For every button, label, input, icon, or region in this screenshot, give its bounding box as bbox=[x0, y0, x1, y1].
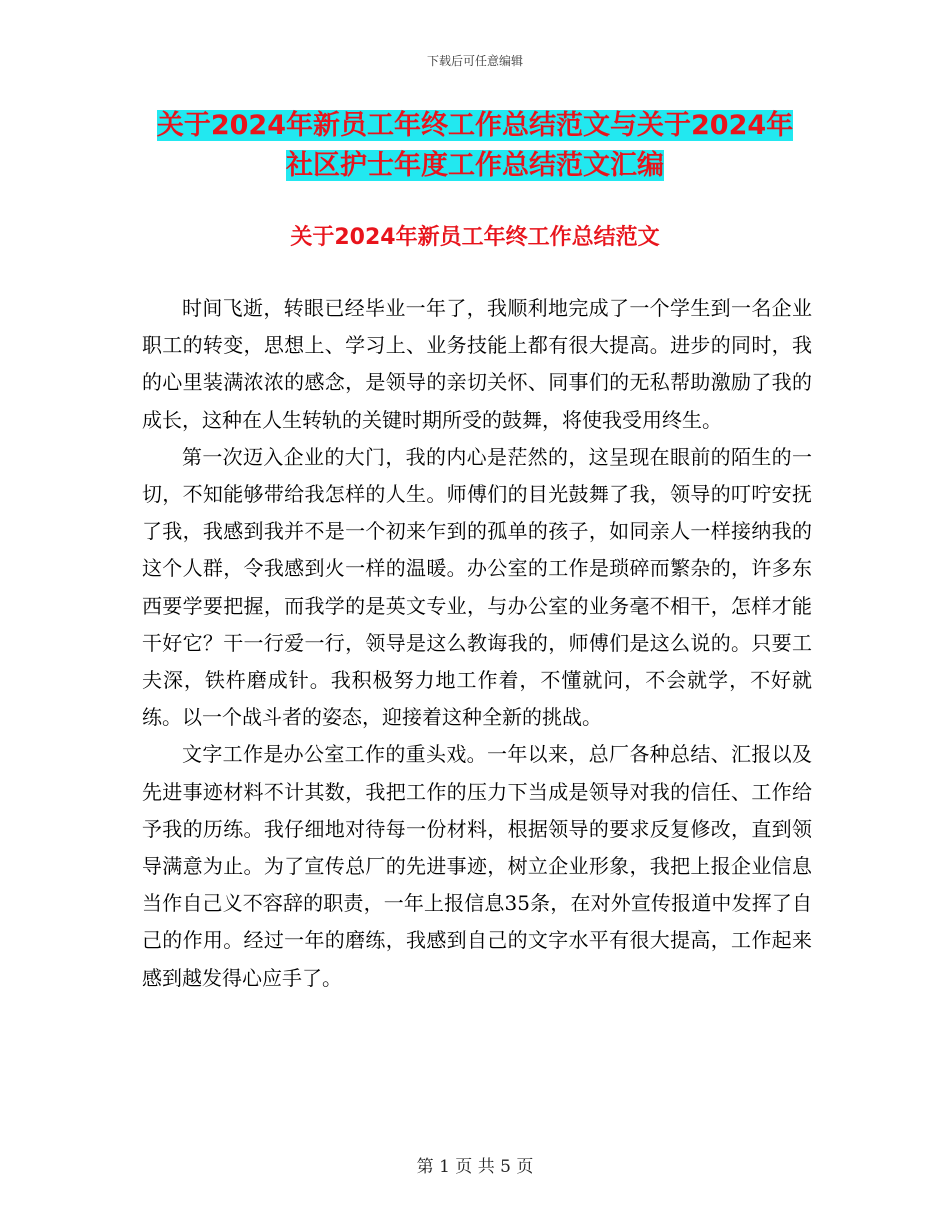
paragraph: 第一次迈入企业的大门，我的内心是茫然的，这呈现在眼前的陌生的一切，不知能够带给我怎样的人生。师傅们的目光鼓舞了我，领导的叮咛安抚了我，我感到我并不是一个初来乍到的孤单的孩子，如同亲人一样接纳我的这个人群，令我感到火一样的温暖。办公室的工作是琐碎而繁杂的，许多东西要学要把握，而我学的是英文专业，与办公室的业务毫不相干，怎样才能干好它？干一行爱一行，领导是这么教诲我的，师傅们是这么说的。只要工夫深，铁杵磨成针。我积极努力地工作着，不懂就问，不会就学，不好就练。以一个战斗者的姿态，迎接着这种全新的挑战。 bbox=[142, 444, 812, 730]
paragraph: 文字工作是办公室工作的重头戏。一年以来，总厂各种总结、汇报以及先进事迹材料不计其数，我把工作的压力下当成是领导对我的信任、工作给予我的历练。我仔细地对待每一份材料，根据领导的要求反复修改，直到领导满意为止。为了宣传总厂的先进事迹，树立企业形象，我把上报企业信息当作自己义不容辞的职责，一年上报信息35条，在对外宣传报道中发挥了自己的作用。经过一年的磨练，我感到自己的文字水平有很大提高，工作起来感到越发得心应手了。 bbox=[142, 742, 812, 990]
page-footer: 第 1 页 共 5 页 bbox=[416, 1157, 534, 1177]
paragraph: 时间飞逝，转眼已经毕业一年了，我顺利地完成了一个学生到一名企业职工的转变，思想上、学习上、业务技能上都有很大提高。进步的同时，我的心里装满浓浓的感念，是领导的亲切关怀、同事们的无私帮助激励了我的成长，这种在人生转轨的关键时期所受的鼓舞，将使我受用终生。 bbox=[142, 296, 812, 432]
header-note: 下载后可任意编辑 bbox=[426, 54, 523, 68]
body-text bbox=[142, 290, 812, 997]
section-title: 关于2024年新员工年终工作总结范文 bbox=[290, 225, 660, 250]
document-title bbox=[140, 106, 810, 186]
title-line-2: 社区护士年度工作总结范文汇编 bbox=[286, 150, 664, 181]
title-line-1: 关于2024年新员工年终工作总结范文与关于2024年 bbox=[156, 110, 794, 141]
